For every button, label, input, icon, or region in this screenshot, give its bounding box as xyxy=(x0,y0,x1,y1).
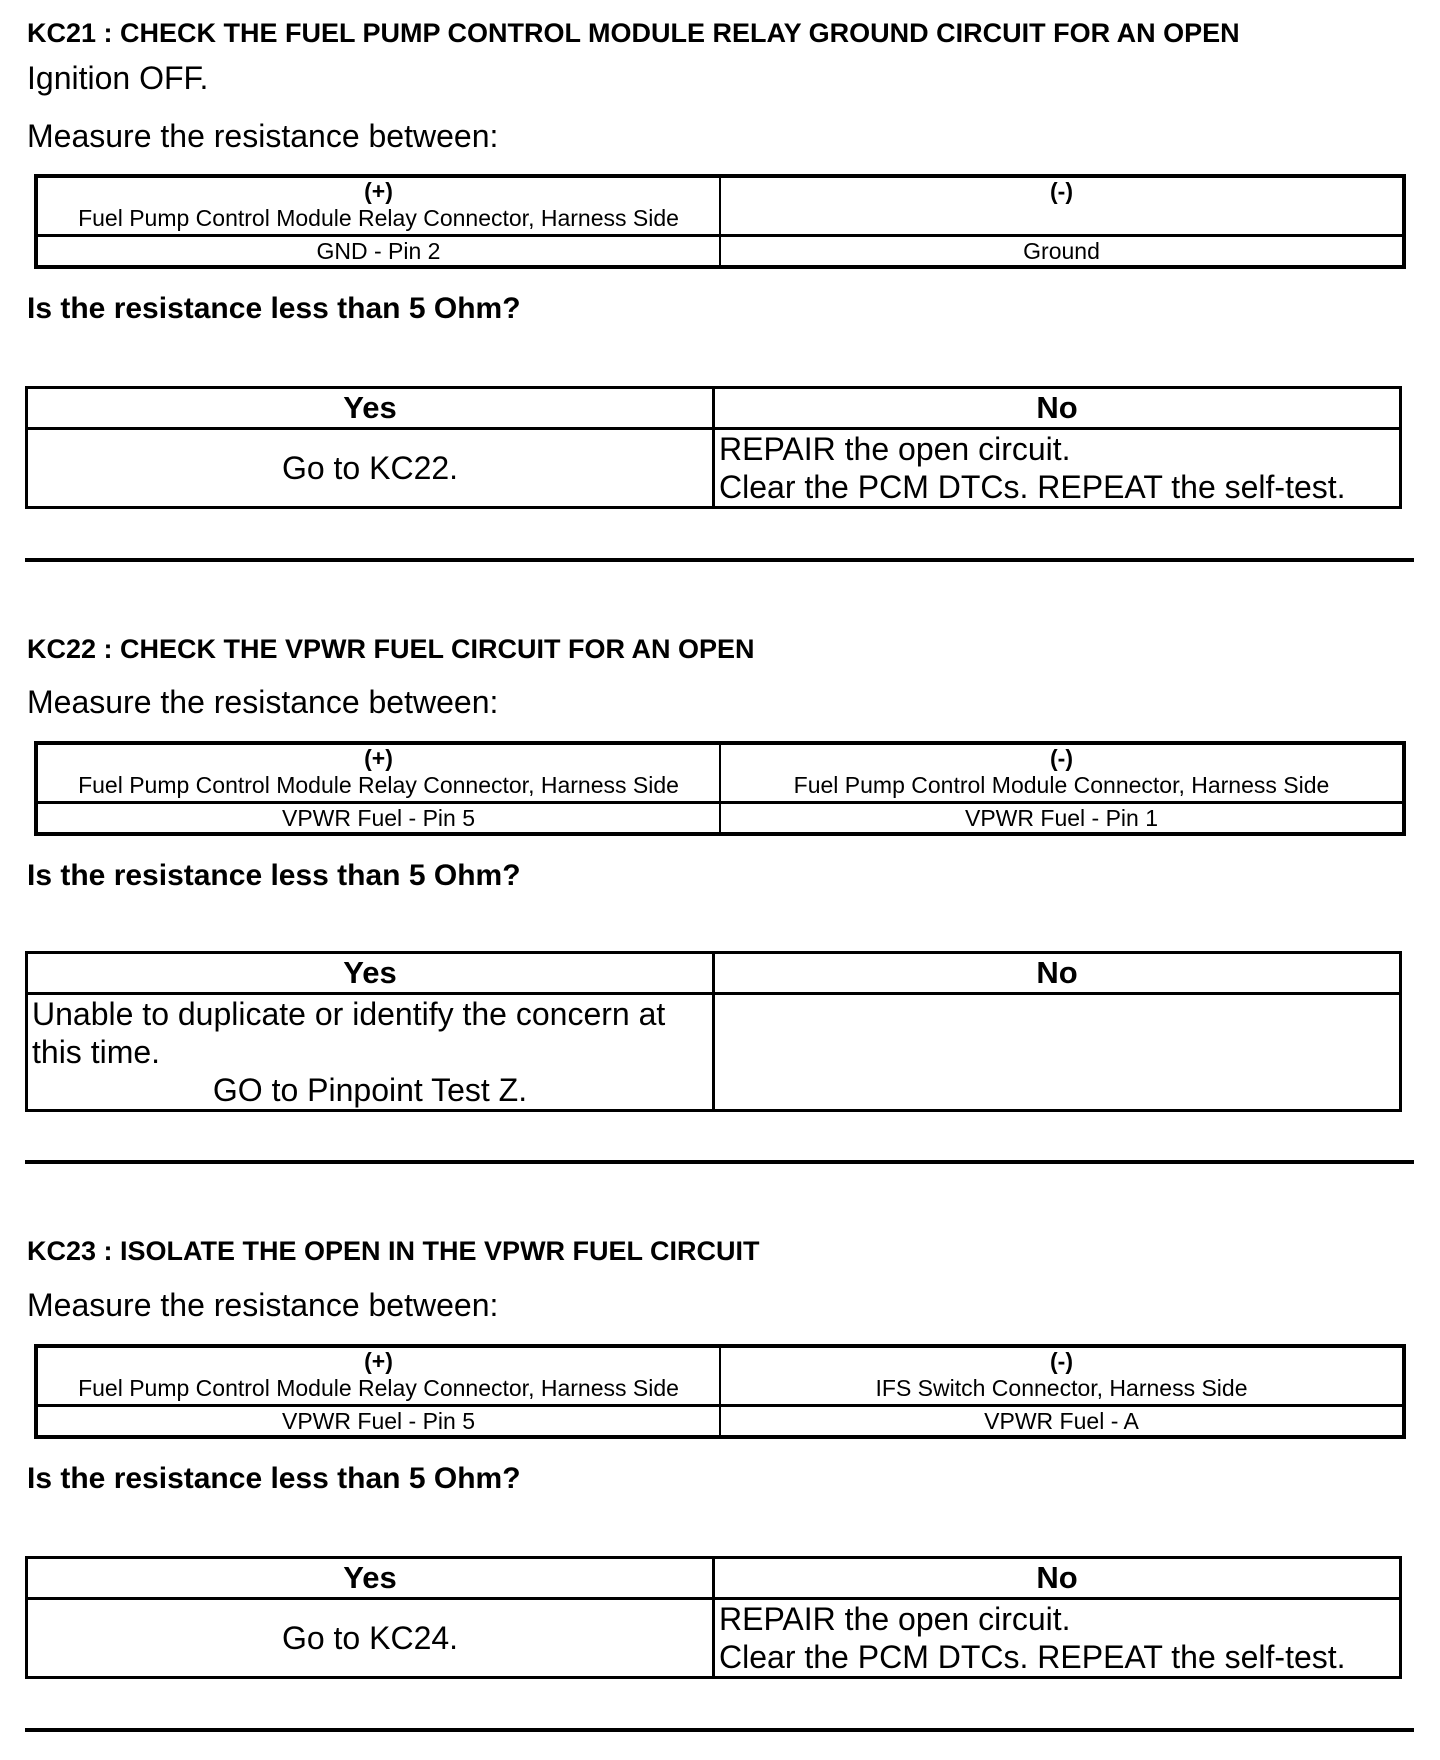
kc22-plus-label: Fuel Pump Control Module Relay Connector, Harness Side xyxy=(78,772,679,798)
kc23-yes-header: Yes xyxy=(27,1558,714,1599)
kc22-yes-action-line1: Unable to duplicate or identify the concern at this time. xyxy=(32,996,666,1070)
kc21-no-action-line1: REPAIR the open circuit. xyxy=(719,431,1071,467)
section-divider xyxy=(25,1160,1414,1164)
kc23-plus-header xyxy=(36,1346,720,1406)
kc23-minus-header xyxy=(720,1346,1404,1406)
kc22-question: Is the resistance less than 5 Ohm? xyxy=(27,859,521,892)
kc21-measure-label: Measure the resistance between: xyxy=(27,118,499,154)
kc21-no-action-line2: Clear the PCM DTCs. REPEAT the self-test. xyxy=(719,469,1346,505)
kc21-yes-header: Yes xyxy=(27,388,714,429)
kc21-minus-value: Ground xyxy=(720,236,1404,268)
kc23-measure-label: Measure the resistance between: xyxy=(27,1287,499,1323)
kc21-question: Is the resistance less than 5 Ohm? xyxy=(27,292,521,325)
kc21-step-ignition: Ignition OFF. xyxy=(27,60,209,96)
kc23-question: Is the resistance less than 5 Ohm? xyxy=(27,1462,521,1495)
kc21-measurement-table xyxy=(34,174,1406,269)
kc23-plus-sign: (+) xyxy=(364,1348,393,1374)
kc22-measurement-table xyxy=(34,741,1406,836)
kc22-minus-sign: (-) xyxy=(1050,745,1073,771)
section-divider xyxy=(25,558,1414,562)
kc22-minus-value: VPWR Fuel - Pin 1 xyxy=(720,803,1404,835)
kc23-yes-action: Go to KC24. xyxy=(27,1599,714,1678)
kc23-minus-value: VPWR Fuel - A xyxy=(720,1406,1404,1438)
kc23-result-table xyxy=(25,1556,1402,1679)
kc22-plus-header xyxy=(36,743,720,803)
kc21-yes-action: Go to KC22. xyxy=(27,429,714,508)
kc22-yes-header: Yes xyxy=(27,953,714,994)
kc23-title: KC23 : ISOLATE THE OPEN IN THE VPWR FUEL CIRCUIT xyxy=(27,1236,760,1266)
kc23-minus-label: IFS Switch Connector, Harness Side xyxy=(875,1375,1248,1401)
kc23-plus-label: Fuel Pump Control Module Relay Connector, Harness Side xyxy=(78,1375,679,1401)
kc22-minus-label: Fuel Pump Control Module Connector, Harness Side xyxy=(793,772,1330,798)
kc22-no-action xyxy=(714,994,1401,1111)
kc21-plus-value: GND - Pin 2 xyxy=(36,236,720,268)
kc21-minus-sign: (-) xyxy=(1050,178,1073,204)
kc21-no-action xyxy=(714,429,1401,508)
kc23-no-action-line1: REPAIR the open circuit. xyxy=(719,1601,1071,1637)
kc21-title: KC21 : CHECK THE FUEL PUMP CONTROL MODULE RELAY GROUND CIRCUIT FOR AN OPEN xyxy=(27,18,1240,48)
kc22-no-header: No xyxy=(714,953,1401,994)
kc23-plus-value: VPWR Fuel - Pin 5 xyxy=(36,1406,720,1438)
kc21-plus-sign: (+) xyxy=(364,178,393,204)
kc22-result-table xyxy=(25,951,1402,1112)
kc23-no-action xyxy=(714,1599,1401,1678)
kc22-title: KC22 : CHECK THE VPWR FUEL CIRCUIT FOR AN OPEN xyxy=(27,634,755,664)
kc23-minus-sign: (-) xyxy=(1050,1348,1073,1374)
kc22-plus-value: VPWR Fuel - Pin 5 xyxy=(36,803,720,835)
kc23-measurement-table xyxy=(34,1344,1406,1439)
kc21-plus-label: Fuel Pump Control Module Relay Connector, Harness Side xyxy=(78,205,679,231)
kc21-no-header: No xyxy=(714,388,1401,429)
kc23-no-header: No xyxy=(714,1558,1401,1599)
kc22-yes-action-line2: GO to Pinpoint Test Z. xyxy=(212,1072,528,1108)
kc21-result-table xyxy=(25,386,1402,509)
kc21-minus-header xyxy=(720,176,1404,236)
kc21-plus-header xyxy=(36,176,720,236)
kc22-yes-action xyxy=(27,994,714,1111)
kc22-plus-sign: (+) xyxy=(364,745,393,771)
section-divider xyxy=(25,1728,1414,1732)
kc23-no-action-line2: Clear the PCM DTCs. REPEAT the self-test. xyxy=(719,1639,1346,1675)
kc22-measure-label: Measure the resistance between: xyxy=(27,684,499,720)
kc22-minus-header xyxy=(720,743,1404,803)
